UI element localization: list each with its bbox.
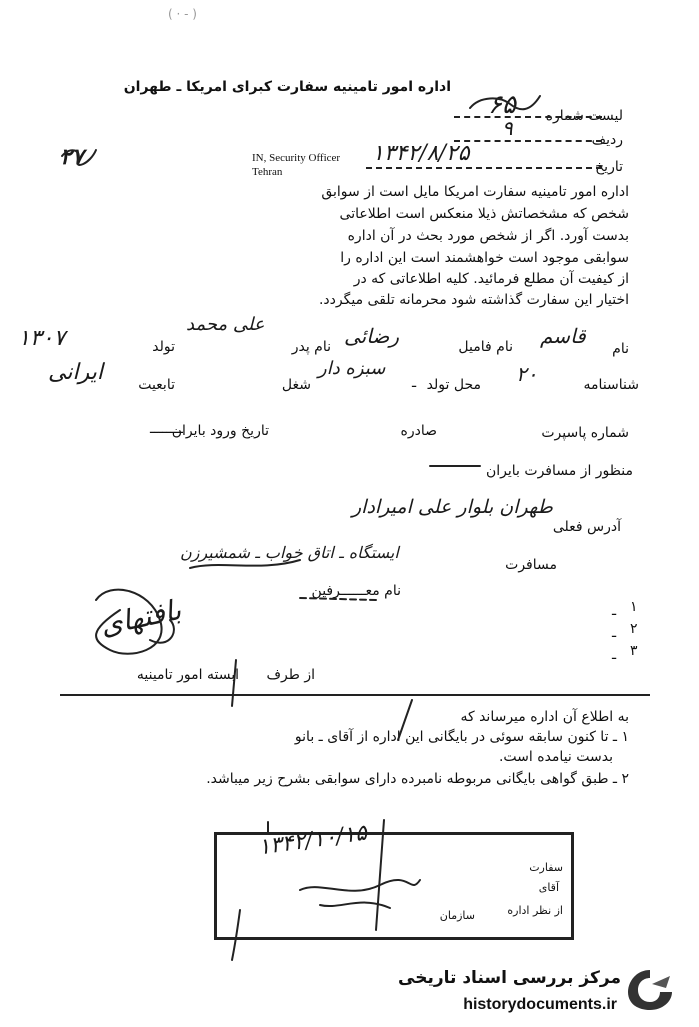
surname-value: رضائی xyxy=(344,324,399,348)
id-value: ۲۰ xyxy=(516,362,538,386)
top-marks: ( · - ) xyxy=(168,7,197,21)
body-line-6: اختیار این سفارت گذاشته شود محرمانه تلقی میگردد. xyxy=(318,292,629,308)
num-dashes: ـ ـ ـ xyxy=(612,603,617,663)
list-number-value: ۶۵ xyxy=(488,90,516,120)
list-number-label: لیست شماره xyxy=(545,108,623,124)
father-value: علی محمد xyxy=(186,314,265,335)
job-value: سبزه دار xyxy=(318,358,386,379)
body-line-5: از کیفیت آن مطلع فرمائید. کلیه اطلاعاتی که در xyxy=(353,271,629,287)
stamp-line-c: از نظر اداره xyxy=(507,904,563,917)
id-label: شناسنامه xyxy=(583,377,639,393)
latin-line-1: IN, Security Officer xyxy=(252,152,341,164)
from-label: از طرف xyxy=(266,667,315,683)
passport-dashes: ــــــــ xyxy=(150,421,183,437)
name-label: نام xyxy=(612,341,629,357)
address-value: طهران بلوار علی امیرادار xyxy=(352,496,553,518)
office-title: اداره امور تامینیه سفارت کبرای امریکا ـ طهران xyxy=(123,79,451,95)
date-value: ۱۳۴۲/۸/۲۵ xyxy=(372,141,470,166)
passport-label: شماره پاسپرت xyxy=(541,425,629,441)
watermark-name: مرکز بررسی اسناد تاریخی xyxy=(398,968,621,988)
job-label: شغل xyxy=(281,377,311,393)
from-value: ابسته امور تامینیه xyxy=(136,667,239,683)
issued-label: صادره xyxy=(400,423,437,439)
reply-item-2: ۲ ـ طبق گواهی بایگانی مربوطه نامبرده دارای سوابقی بشرح زیر میباشد. xyxy=(206,771,629,787)
travel-stops: ایستگاه ـ اتاق خواب ـ شمشیرزن xyxy=(180,543,399,562)
num-1: ۱ xyxy=(630,599,638,615)
nationality-value: ایرانی xyxy=(48,360,103,385)
name-value: قاسم xyxy=(540,324,586,348)
date-label: تاریخ xyxy=(595,159,623,175)
purpose-label: منظور از مسافرت بایران xyxy=(485,463,633,479)
latin-line-2: Tehran xyxy=(252,166,283,178)
archive-logo-icon xyxy=(622,966,678,1014)
stamp-line-a: سفارت xyxy=(529,861,563,874)
address-label: آدرس فعلی xyxy=(552,519,621,535)
entry-label: تاریخ ورود بایران xyxy=(171,423,269,439)
num-3: ۳ xyxy=(630,643,638,659)
body-line-3: بدست آورد. اگر از شخص مورد بحث در آن اداره xyxy=(347,228,629,244)
stamp-line-b: آقای xyxy=(538,881,559,894)
nationality-label: تابعیت xyxy=(138,377,175,393)
surname-label: نام فامیل xyxy=(458,339,513,355)
watermark-url: historydocuments.ir xyxy=(463,996,617,1013)
stamp-date: ۱۳۴۲/۱۰/۱۵ xyxy=(256,820,369,861)
body-line-4: سوابقی موجود است خواهشمند است این اداره را xyxy=(340,250,629,266)
body-line-2: شخص که مشخصاتش ذیلا منعکس است اطلاعاتی xyxy=(339,206,629,222)
num-2: ۲ xyxy=(630,621,638,637)
corner-mark: ۲۷ xyxy=(60,144,84,170)
birth-value: ۱۳۰۷ xyxy=(18,326,66,351)
row-value: ۹ xyxy=(502,116,513,140)
father-label: نام پدر xyxy=(291,339,331,355)
birthplace-dash: ـ xyxy=(412,375,417,391)
reply-intro: به اطلاع آن اداره میرساند که xyxy=(460,709,629,725)
reply-item-1a: ۱ ـ تا کنون سابقه سوئی در بایگانی این اداره از آقای ـ بانو xyxy=(294,729,629,745)
introducer-label: نام معــــــرفین xyxy=(311,583,401,599)
handwritten-note: بافتهای xyxy=(97,592,184,643)
stamp-line-d: سازمان xyxy=(439,909,475,922)
row-label: ردیف xyxy=(591,132,623,148)
body-line-1: اداره امور تامینیه سفارت امریکا مایل است از سوابق xyxy=(321,184,629,200)
travel-label: مسافرت xyxy=(505,557,557,573)
birth-label: تولد xyxy=(152,339,175,355)
reply-item-1b: بدست نیامده است. xyxy=(498,749,613,765)
birthplace-label: محل تولد xyxy=(426,377,481,393)
